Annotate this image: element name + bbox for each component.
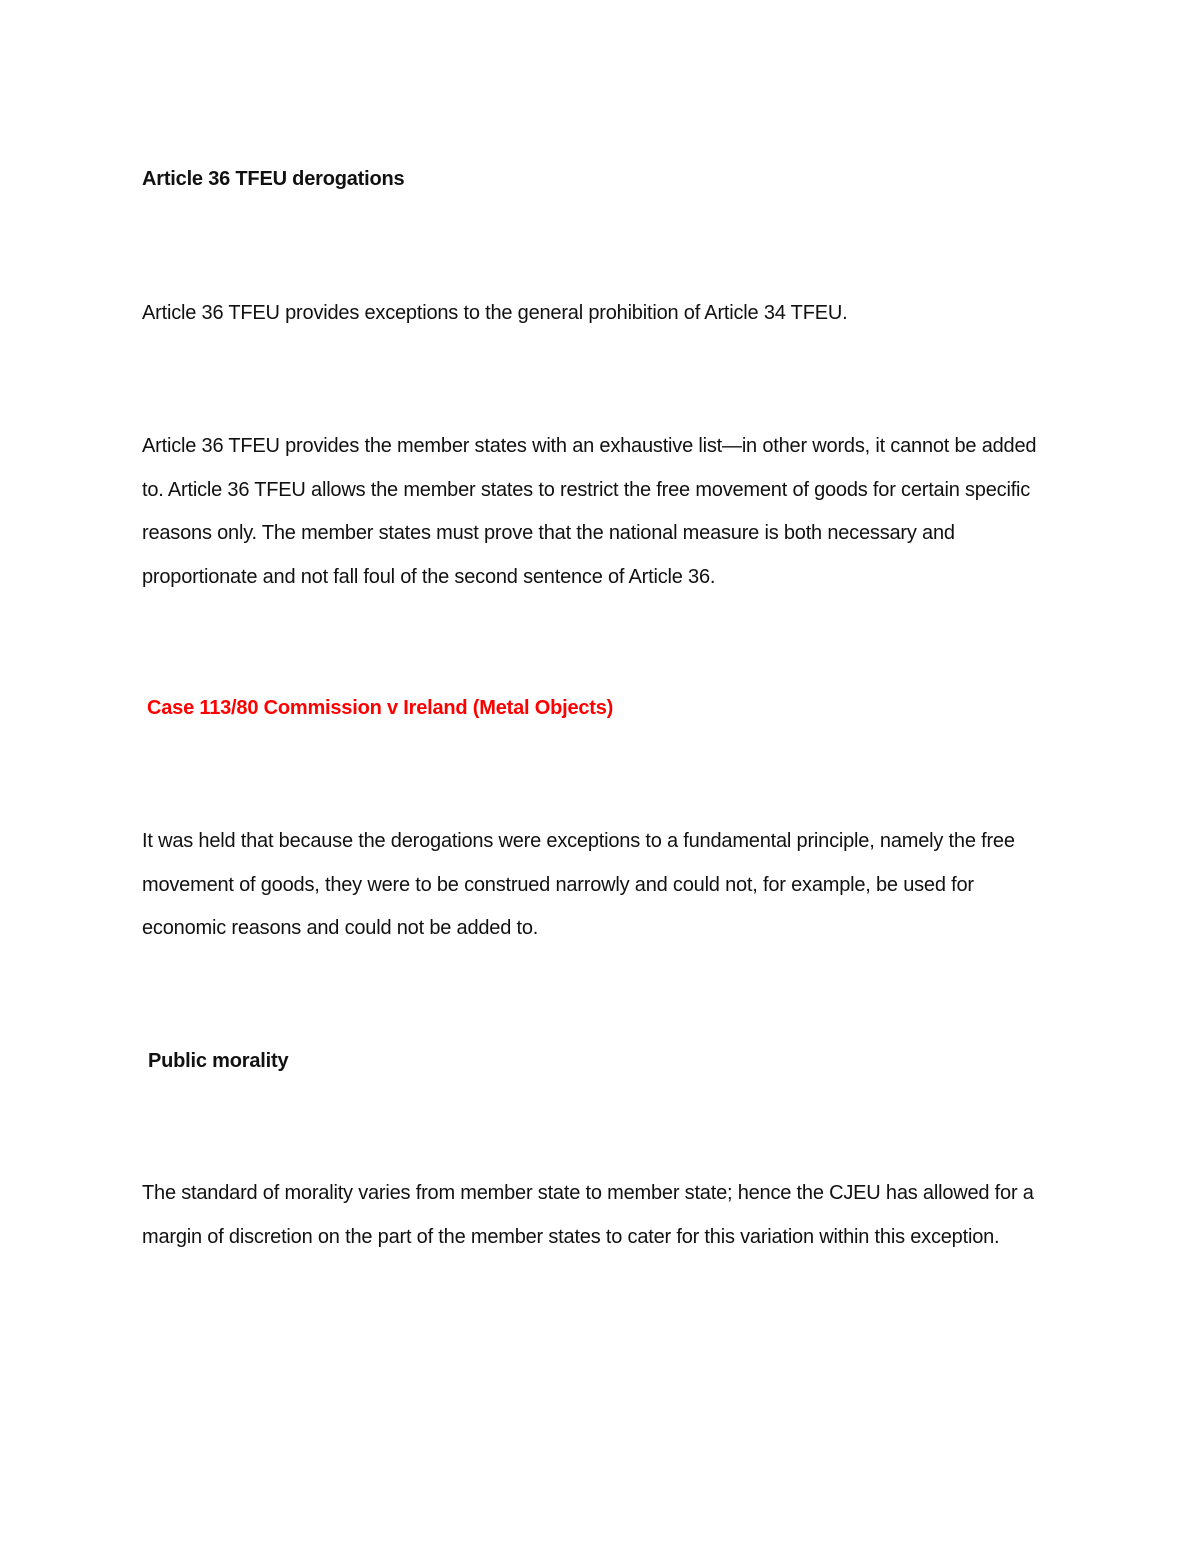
- public-morality-paragraph: The standard of morality varies from member state to member state; hence the CJEU has allowed for a margin of discretion on the part of the member states to cater for this variation within this exception.: [142, 1182, 1034, 1248]
- exhaustive-list-paragraph: Article 36 TFEU provides the member states with an exhaustive list—in other words, it cannot be added to. Article 36 TFEU allows the member states to restrict the free movement of goods for certain specific reasons only. The member states must prove that the national measure is both necessary and proportionate and not fall foul of the second sentence of Article 36.: [142, 435, 1037, 588]
- intro-paragraph: Article 36 TFEU provides exceptions to the general prohibition of Article 34 TFEU.: [142, 302, 848, 324]
- case-title: Case 113/80 Commission v Ireland (Metal Objects): [147, 697, 614, 719]
- document-title: Article 36 TFEU derogations: [142, 168, 405, 190]
- case-holding-paragraph: It was held that because the derogations were exceptions to a fundamental principle, namely the free movement of goods, they were to be construed narrowly and could not, for example, be used for economic reasons and could not be added to.: [142, 830, 1015, 939]
- public-morality-heading: Public morality: [148, 1050, 289, 1072]
